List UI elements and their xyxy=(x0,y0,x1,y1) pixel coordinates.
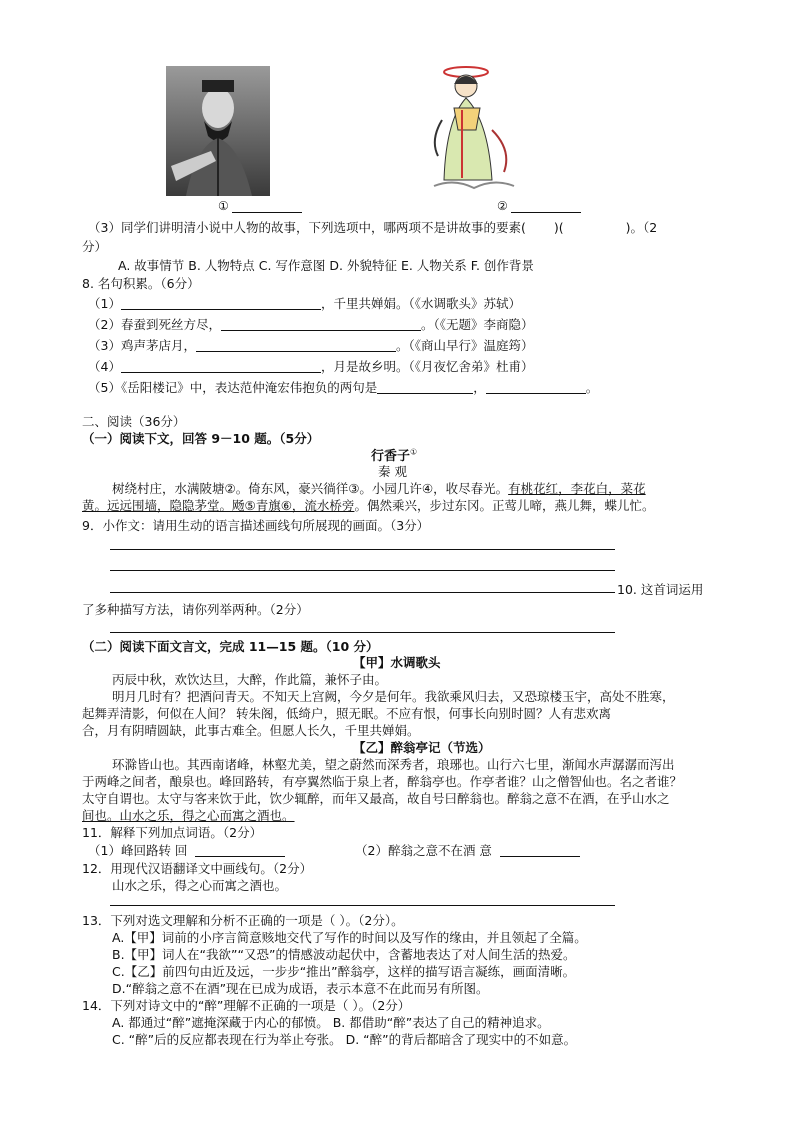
poem-title: 行香子① xyxy=(371,447,418,464)
q10-rest: 了多种描写方法，请你列举两种。（2分） xyxy=(82,602,309,617)
answer-blank[interactable] xyxy=(121,297,321,310)
q11-item-1: （1）峰回路转 回 xyxy=(88,841,285,859)
q14: 14．下列对诗文中的“醉”理解不正确的一项是（ ）。（2分） xyxy=(82,998,411,1013)
poem-author: 秦 观 xyxy=(378,464,407,479)
q10-start: 10. 这首词运用 xyxy=(617,582,704,597)
q9: 9．小作文：请用生动的语言描述画线句所展现的画面。（3分） xyxy=(82,518,430,533)
figure-cartoon-character xyxy=(414,60,524,194)
answer-blank[interactable] xyxy=(195,844,285,857)
q8-item-4: （4） ，月是故乡明。（《月夜忆舍弟》杜甫） xyxy=(88,359,534,374)
q8-item-5: （5）《岳阳楼记》中，表达范仲淹宏伟抱负的两句是 ， 。 xyxy=(88,380,599,395)
q11-item-2: （2）醉翁之意不在酒 意 xyxy=(355,841,580,859)
answer-blank[interactable] xyxy=(486,381,586,394)
answer-blank[interactable] xyxy=(377,381,473,394)
q7-3-line2: 分） xyxy=(82,239,108,254)
q13-option-b: B.【甲】词人在“我欲”“又恐”的情感波动起伏中，含蓄地表达了对人间生活的热爱。 xyxy=(112,947,576,962)
answer-blank[interactable] xyxy=(121,360,321,373)
q13-option-c: C.【乙】前四句由近及远，一步步“推出”醉翁亭，这样的描写语言凝练，画面清晰。 xyxy=(112,964,576,979)
jia-line-2: 起舞弄清影，何似在人间？ 转朱阁，低绮户，照无眠。不应有恨，何事长向别时圆？人有悲欢离 xyxy=(82,706,611,721)
q8-item-3: （3）鸡声茅店月， 。（《商山早行》温庭筠） xyxy=(88,338,534,353)
part-2-title: （二）阅读下面文言文，完成 11—15 题。（10 分） xyxy=(82,639,379,654)
yi-line-1: 环滁皆山也。其西南诸峰，林壑尤美，望之蔚然而深秀者，琅琊也。山行六七里，渐闻水声潺潺而泻出 xyxy=(112,757,675,772)
q13-option-d: D.“醉翁之意不在酒”现在已成为成语，表示本意不在此而另有所图。 xyxy=(112,981,489,996)
q13: 13．下列对选文理解和分析不正确的一项是（ ）。（2分）。 xyxy=(82,913,404,928)
poem-line-2: 黄。远远围墙，隐隐茅堂。飏⑤青旗⑥，流水桥旁。偶然乘兴，步过东冈。正莺儿啼，燕儿舞，蝶儿忙。 xyxy=(82,498,655,513)
answer-blank[interactable] xyxy=(196,339,396,352)
q14-options-cd: C. “醉”后的反应都表现在行为举止夸张。 D. “醉”的背后都暗含了现实中的不如意。 xyxy=(112,1032,577,1047)
q8-item-2: （2）春蚕到死丝方尽， 。（《无题》李商隐） xyxy=(88,317,534,332)
answer-line[interactable] xyxy=(110,905,615,906)
yi-line-2: 于两峰之间者，酿泉也。峰回路转，有亭翼然临于泉上者，醉翁亭也。作亭者谁？山之僧智仙也。名之者谁？ xyxy=(82,774,683,789)
jia-preface: 丙辰中秋，欢饮达旦，大醉，作此篇，兼怀子由。 xyxy=(112,672,388,687)
jia-title: 【甲】水调歌头 xyxy=(353,655,441,670)
figure-2-blank xyxy=(511,212,581,213)
q7-3-line: （3）同学们讲明清小说中人物的故事，下列选项中，哪两项不是讲故事的要素( )( )。（2 xyxy=(88,220,658,235)
section-2-title: 二、阅读（36分） xyxy=(82,414,186,429)
yi-line-4: 间也。山水之乐，得之心而寓之酒也。 xyxy=(82,808,295,823)
figure-2-label: ② xyxy=(497,199,508,213)
answer-line[interactable] xyxy=(110,592,615,593)
yi-title: 【乙】醉翁亭记（节选） xyxy=(353,740,491,755)
q12: 12．用现代汉语翻译文中画线句。（2分） xyxy=(82,861,313,876)
q8-item-1: （1） ，千里共婵娟。（《水调歌头》苏轼） xyxy=(88,296,521,311)
q7-3-options: A. 故事情节 B. 人物特点 C. 写作意图 D. 外貌特征 E. 人物关系 F. 创作背景 xyxy=(118,258,534,273)
figure-1-label: ① xyxy=(218,199,229,213)
answer-line[interactable] xyxy=(110,570,615,571)
poem-line-1: 树绕村庄，水满陂塘②。倚东风，豪兴徜徉③。小园几许④，收尽春光。有桃花红，李花白，菜花 xyxy=(112,481,646,496)
answer-line[interactable] xyxy=(110,632,615,633)
q8-title: 8. 名句积累。（6分） xyxy=(82,276,200,291)
jia-line-3: 合，月有阴晴圆缺，此事古难全。但愿人长久，千里共婵娟。 xyxy=(82,723,420,738)
part-1-title: （一）阅读下文，回答 9－10 题。（5分） xyxy=(82,431,320,446)
answer-blank[interactable] xyxy=(221,318,421,331)
q11: 11．解释下列加点词语。（2分） xyxy=(82,825,263,840)
figure-1-blank xyxy=(232,212,302,213)
answer-blank[interactable] xyxy=(500,844,580,857)
q12-sentence: 山水之乐，得之心而寓之酒也。 xyxy=(112,878,288,893)
yi-line-3: 太守自谓也。太守与客来饮于此，饮少辄醉，而年又最高，故自号曰醉翁也。醉翁之意不在酒，在乎山水之 xyxy=(82,791,670,806)
figure-zhuge-liang xyxy=(166,66,270,196)
q13-option-a: A.【甲】词前的小序言简意赅地交代了写作的时间以及写作的缘由，并且领起了全篇。 xyxy=(112,930,587,945)
q14-options-ab: A. 都通过“醉”遮掩深藏于内心的郁愤。 B. 都借助“醉”表达了自己的精神追求。 xyxy=(112,1015,550,1030)
answer-line[interactable] xyxy=(110,549,615,550)
jia-line-1: 明月几时有？把酒问青天。不知天上宫阙，今夕是何年。我欲乘风归去，又恐琼楼玉宇，高处不胜寒， xyxy=(112,689,675,704)
